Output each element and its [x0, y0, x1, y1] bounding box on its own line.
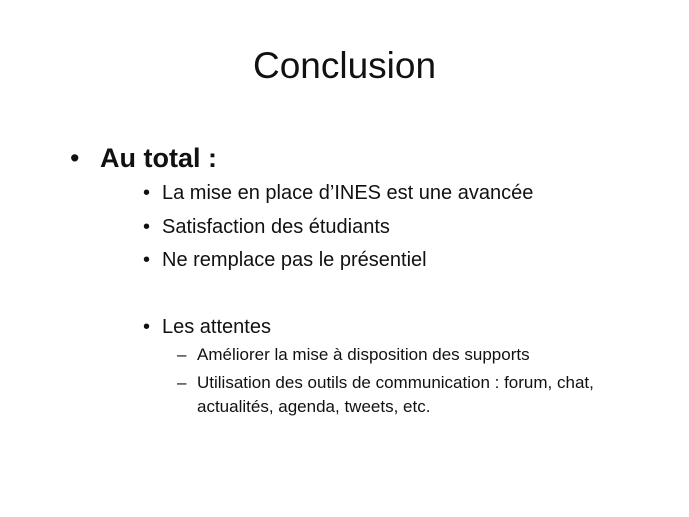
- bullet-dot-icon: •: [143, 249, 151, 271]
- bullet-point: [143, 179, 533, 207]
- bullet-point: [143, 213, 390, 241]
- bullet-text: Satisfaction des étudiants: [162, 216, 390, 238]
- bullet-text: Ne remplace pas le présentiel: [162, 249, 427, 271]
- bullet-dot-icon: •: [143, 316, 151, 338]
- dash-icon: –: [177, 373, 187, 392]
- sub-bullet-text: Utilisation des outils de communication : forum, chat, actualités, agenda, tweets, etc.: [197, 373, 594, 416]
- bullet-text: La mise en place d’INES est une avancée: [162, 182, 534, 204]
- slide-title: Conclusion: [252, 45, 437, 86]
- bullet-point: [143, 313, 271, 341]
- sub-bullet-text: Améliorer la mise à disposition des supports: [197, 345, 530, 364]
- bullet-dot-icon: •: [143, 182, 151, 204]
- bullet-au-total: [70, 140, 217, 176]
- sub-bullet-point: [177, 371, 617, 419]
- dash-icon: –: [177, 345, 187, 364]
- sub-bullet-point: [177, 343, 530, 367]
- bullet-text: Au total :: [100, 143, 217, 173]
- bullet-text: Les attentes: [162, 316, 271, 338]
- bullet-point: [143, 246, 427, 274]
- bullet-dot-icon: •: [70, 143, 80, 173]
- bullet-dot-icon: •: [143, 216, 151, 238]
